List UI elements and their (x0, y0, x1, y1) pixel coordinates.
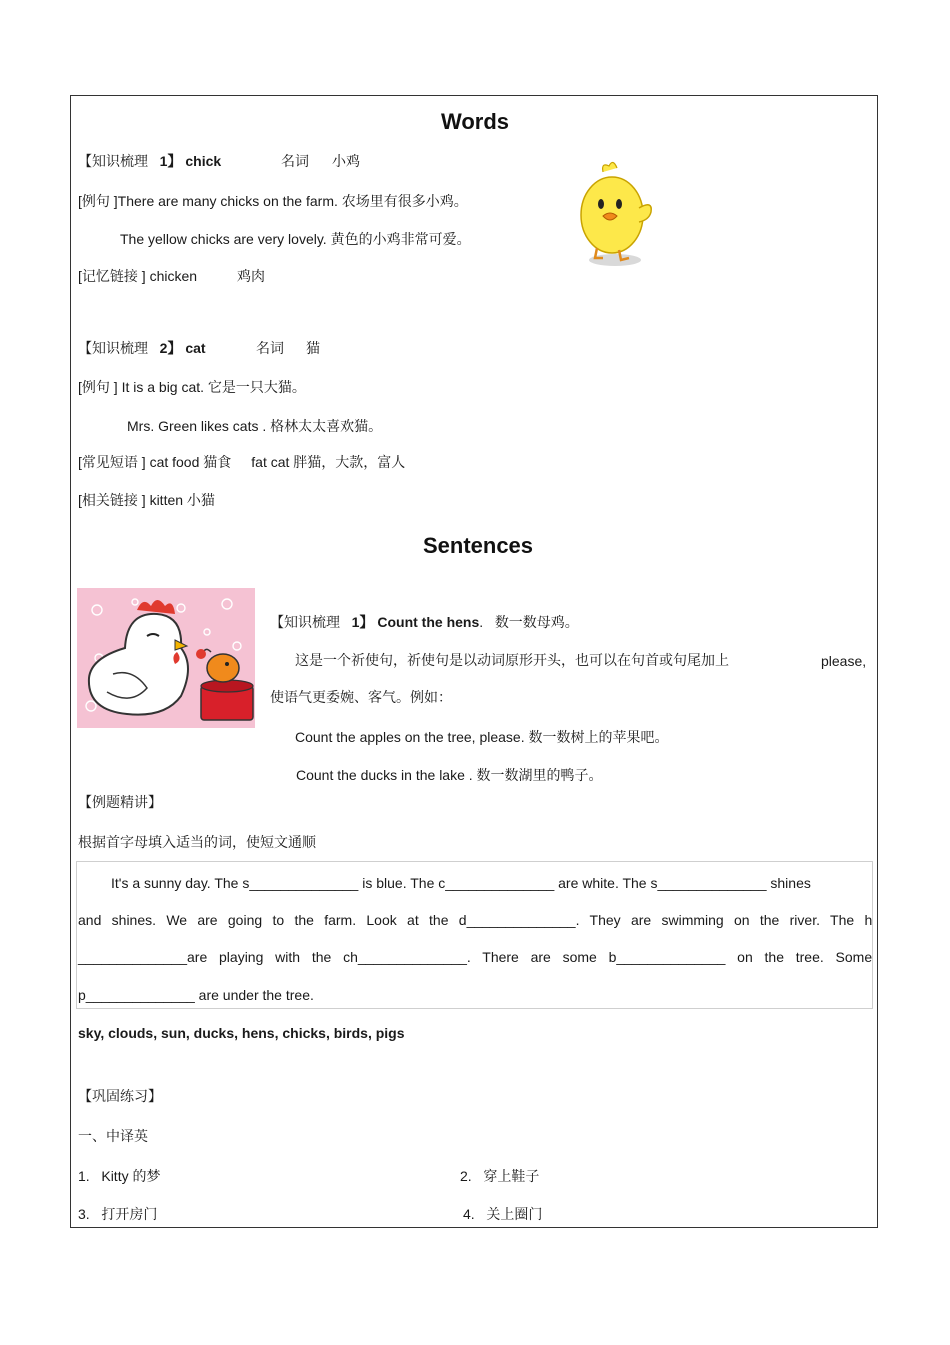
s1-heading: 【知识梳理 1】 Count the hens. 数一数母鸡。 (270, 614, 579, 630)
k2-heading: 【知识梳理 2】 cat (78, 340, 206, 356)
passage-line-3: ______________are playing with the ch______________. There are some b______________ on the tree. Some (78, 949, 873, 965)
k1-example-1: [例句 ]There are many chicks on the farm. 农场里有很多小鸡。 (78, 193, 468, 209)
k1-heading: 【知识梳理 1】 chick (78, 153, 222, 169)
s1-example-1: Count the apples on the tree, please. 数一数树上的苹果吧。 (295, 729, 669, 745)
sentences-title: Sentences (422, 533, 534, 558)
hen-illustration (77, 588, 255, 728)
example-instruction: 根据首字母填入适当的词，使短文通顺 (78, 834, 316, 850)
s1-example-2: Count the ducks in the lake . 数一数湖里的鸭子。 (296, 767, 603, 783)
s1-explanation-2: 使语气更委婉、客气。例如： (270, 689, 452, 705)
passage-line-4: p______________ are under the tree. (78, 987, 314, 1003)
chick-illustration (575, 160, 660, 270)
s1-explanation-1: 这是一个祈使句，祈使句是以动词原形开头，也可以在句首或句尾加上 (295, 652, 729, 668)
practice-item-1: 1. Kitty 的梦 (78, 1168, 161, 1184)
k1-pos: 名词 (281, 153, 309, 169)
k2-related: [相关链接 ] kitten 小猫 (78, 492, 215, 508)
passage-line-1: It's a sunny day. The s______________ is blue. The c______________ are white. The s______________ shines (111, 875, 811, 891)
practice-header: 【巩固练习】 (78, 1088, 162, 1104)
k2-meaning: 猫 (306, 340, 320, 356)
practice-item-2: 2. 穿上鞋子 (460, 1168, 540, 1184)
k1-example-2: The yellow chicks are very lovely. 黄色的小鸡非常可爱。 (120, 231, 471, 247)
k2-pos: 名词 (256, 340, 284, 356)
s1-please: please, (821, 653, 867, 669)
k2-phrases: [常见短语 ] cat food 猫食 fat cat 胖猫，大款，富人 (78, 454, 406, 470)
k2-example-1: [例句 ] It is a big cat. 它是一只大猫。 (78, 379, 306, 395)
k1-memory: [记忆链接 ] chicken (78, 268, 198, 284)
practice-item-4: 4. 关上圈门 (463, 1206, 543, 1222)
k2-example-2: Mrs. Green likes cats . 格林太太喜欢猫。 (127, 418, 383, 434)
word-bank: sky, clouds, sun, ducks, hens, chicks, birds, pigs (78, 1025, 405, 1041)
passage-line-2: and shines. We are going to the farm. Look at the d______________. They are swimming on the river. The h (78, 912, 873, 928)
example-header: 【例题精讲】 (78, 794, 162, 810)
practice-item-3: 3. 打开房门 (78, 1206, 158, 1222)
practice-section: 一、中译英 (78, 1128, 148, 1144)
k1-memory-meaning: 鸡肉 (237, 268, 265, 284)
k1-meaning: 小鸡 (332, 153, 360, 169)
words-title: Words (440, 109, 510, 134)
